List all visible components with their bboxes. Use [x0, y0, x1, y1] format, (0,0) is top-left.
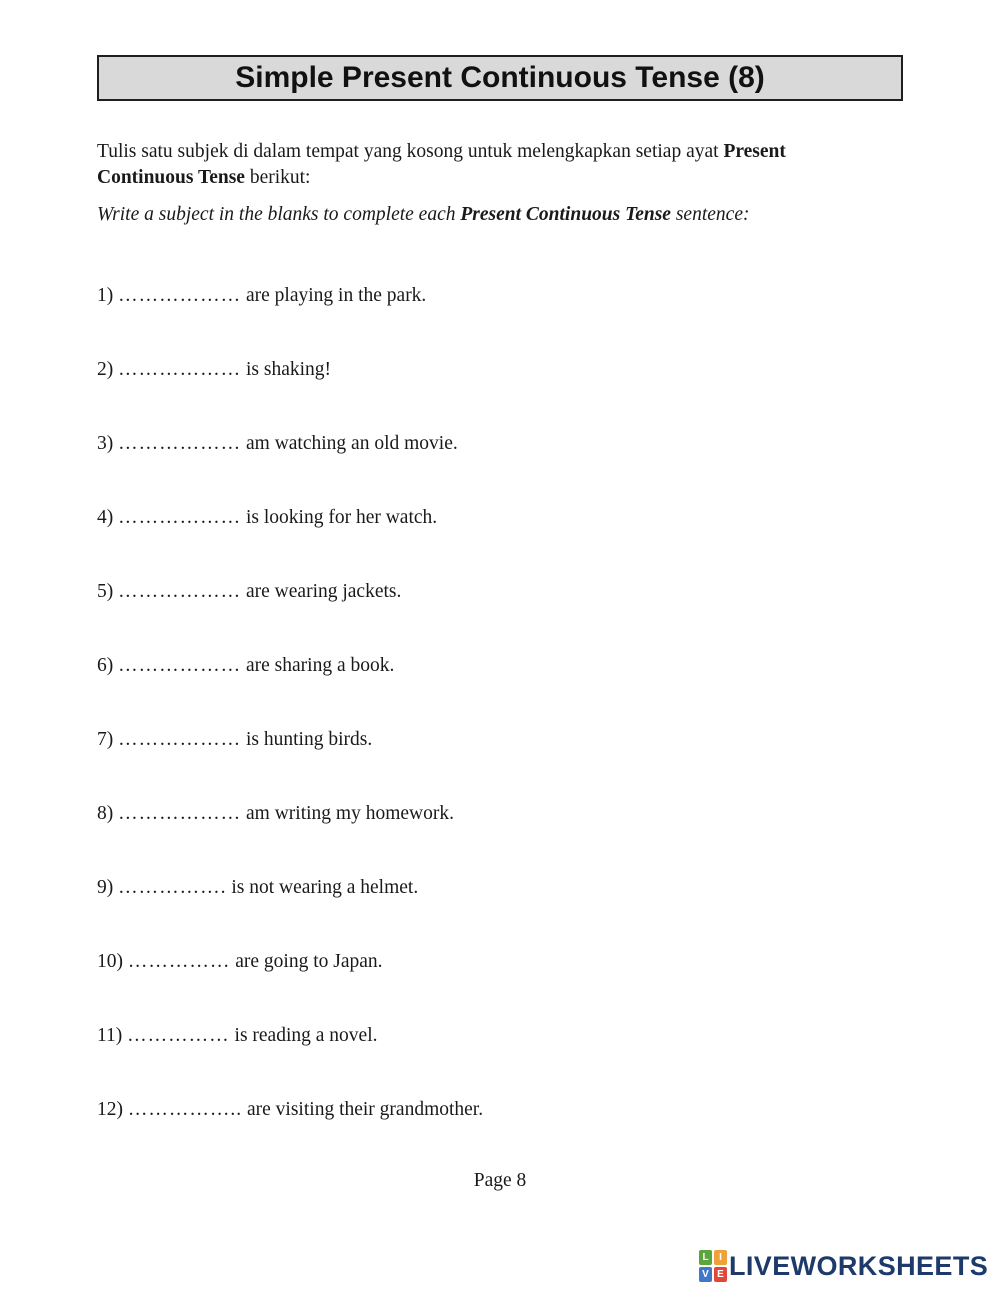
worksheet-item	[97, 727, 483, 752]
instructions-malay-bold: Present	[723, 141, 786, 162]
logo-tile-v: V	[699, 1267, 712, 1282]
instructions-english-text2: sentence:	[670, 204, 750, 225]
item-number: 2)	[97, 359, 114, 380]
worksheet-item	[97, 431, 483, 456]
liveworksheets-logo-text: LIVEWORKSHEETS	[729, 1250, 989, 1281]
liveworksheets-logo-icon	[699, 1250, 727, 1282]
item-number: 5)	[97, 581, 114, 602]
item-text: are sharing a book.	[246, 655, 395, 676]
item-text: are going to Japan.	[235, 951, 383, 972]
instructions-malay-line1	[97, 139, 907, 165]
item-number: 1)	[97, 285, 114, 306]
instructions-malay-bold2: Continuous Tense	[97, 167, 245, 188]
instructions-malay-text2: berikut:	[244, 167, 311, 188]
item-text: is looking for her watch.	[246, 507, 438, 528]
item-number: 11)	[97, 1025, 123, 1046]
item-text: am watching an old movie.	[246, 433, 458, 454]
answer-blank[interactable]: ………………	[118, 581, 242, 602]
worksheet-item	[97, 579, 483, 604]
instructions-malay-line2	[97, 165, 907, 191]
logo-tile-l: L	[699, 1250, 712, 1265]
item-text: is reading a novel.	[234, 1025, 378, 1046]
item-number: 4)	[97, 507, 114, 528]
item-text: is hunting birds.	[246, 729, 373, 750]
instructions-malay-text: Tulis satu subjek di dalam tempat yang kosong untuk melengkapkan setiap ayat	[97, 141, 724, 162]
item-text: am writing my homework.	[246, 803, 454, 824]
item-text: is not wearing a helmet.	[231, 877, 419, 898]
answer-blank[interactable]: ……………	[127, 951, 231, 972]
logo-tile-e: E	[714, 1267, 727, 1282]
answer-blank[interactable]: ………………	[118, 359, 242, 380]
answer-blank[interactable]: ……………..	[127, 1099, 243, 1120]
answer-blank[interactable]: ………………	[118, 507, 242, 528]
worksheet-item	[97, 1023, 483, 1048]
answer-blank[interactable]: ………………	[118, 285, 242, 306]
item-number: 6)	[97, 655, 114, 676]
answer-blank[interactable]: ………………	[118, 803, 242, 824]
worksheet-item	[97, 283, 483, 308]
worksheet-item	[97, 1097, 483, 1122]
instructions-english	[97, 204, 907, 226]
item-text: is shaking!	[246, 359, 332, 380]
answer-blank[interactable]: …………….	[118, 877, 227, 898]
worksheet-item	[97, 357, 483, 382]
answer-blank[interactable]: ………………	[118, 729, 242, 750]
answer-blank[interactable]: ………………	[118, 433, 242, 454]
item-number: 12)	[97, 1099, 123, 1120]
worksheet-item	[97, 875, 483, 900]
page-title: Simple Present Continuous Tense (8)	[235, 61, 765, 94]
item-number: 10)	[97, 951, 123, 972]
item-number: 9)	[97, 877, 114, 898]
page-number: Page 8	[473, 1170, 527, 1191]
worksheet-item	[97, 505, 483, 530]
item-text: are visiting their grandmother.	[247, 1099, 484, 1120]
item-number: 7)	[97, 729, 114, 750]
item-number: 3)	[97, 433, 114, 454]
item-number: 8)	[97, 803, 114, 824]
worksheet-item	[97, 653, 483, 678]
instructions-english-text: Write a subject in the blanks to complete each	[97, 204, 461, 225]
instructions-malay	[97, 139, 907, 191]
liveworksheets-logo[interactable]	[699, 1250, 988, 1282]
item-text: are wearing jackets.	[246, 581, 402, 602]
worksheet-item	[97, 801, 483, 826]
worksheet-item	[97, 949, 483, 974]
answer-blank[interactable]: ………………	[118, 655, 242, 676]
item-list	[97, 283, 483, 1122]
logo-tile-i: I	[714, 1250, 727, 1265]
answer-blank[interactable]: ……………	[127, 1025, 230, 1046]
title-banner	[97, 55, 903, 101]
instructions-english-bold: Present Continuous Tense	[460, 204, 671, 225]
item-text: are playing in the park.	[246, 285, 427, 306]
